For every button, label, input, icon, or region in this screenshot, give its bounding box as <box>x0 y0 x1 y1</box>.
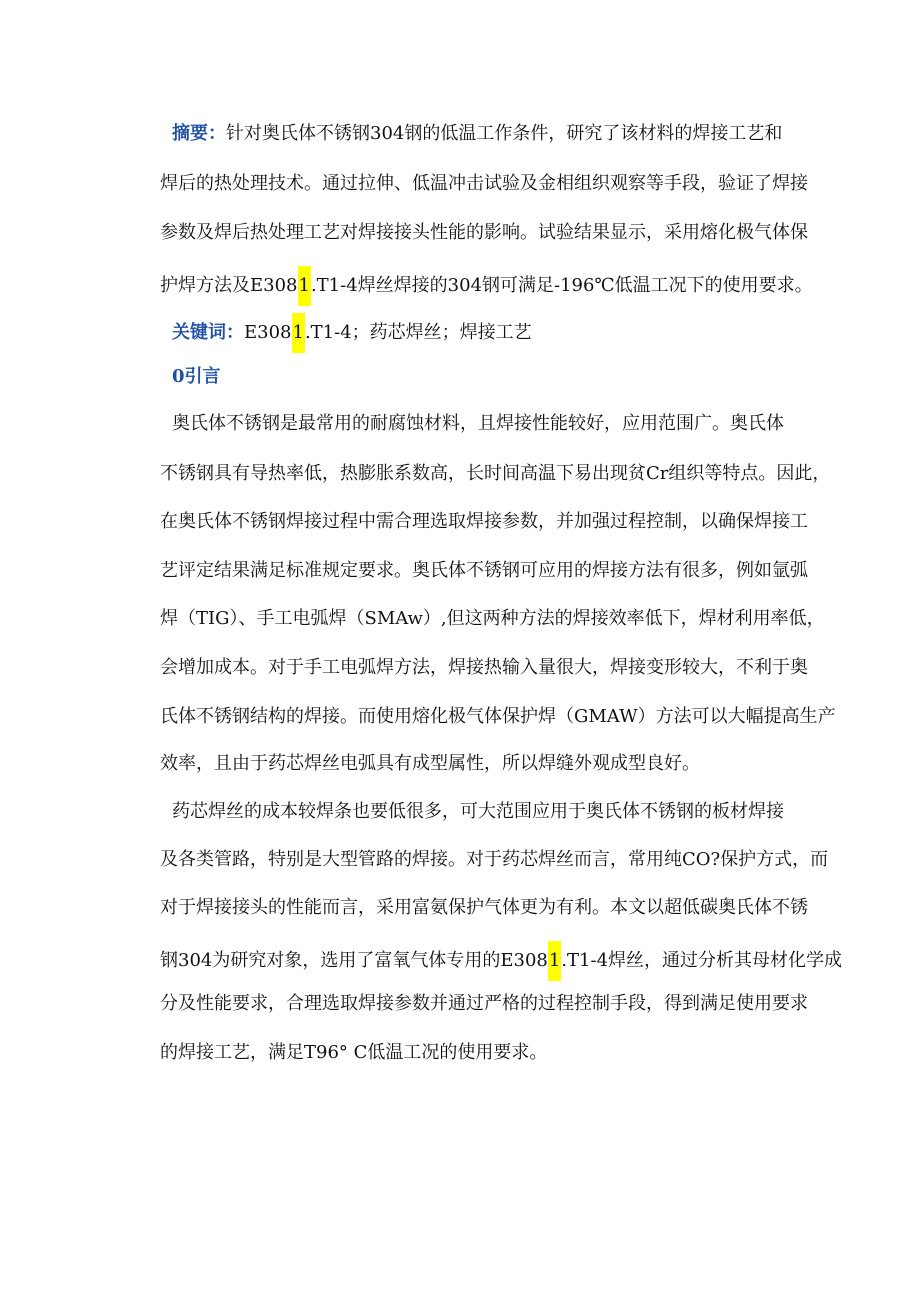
abstract-text-4-post: .T1-4焊丝焊接的304钢可满足-196℃低温工况下的使用要求。 <box>310 275 813 296</box>
abstract-text-1: 针对奥氏体不锈钢304钢的低温工作条件，研究了该材料的焊接工艺和 <box>226 123 783 144</box>
abstract-line-2: 焊后的热处理技术。通过拉伸、低温冲击试验及金相组织观察等手段，验证了焊接 <box>160 173 808 194</box>
para2-line-3: 对于焊接接头的性能而言，采用富氨保护气体更为有利。本文以超低碳奥氏体不锈 <box>160 897 808 918</box>
highlight-mark: 1 <box>292 313 305 353</box>
para1-line-1: 奥氏体不锈钢是最常用的耐腐蚀材料，且焊接性能较好，应用范围广。奥氏体 <box>172 413 784 434</box>
keywords-post: .T1-4；药芯焊丝；焊接工艺 <box>304 322 532 343</box>
para1-line-5: 焊（TIG）、手工电弧焊（SMAw）,但这两种方法的焊接效率低下，焊材利用率低， <box>160 608 825 629</box>
para2-line-2: 及各类管路，特别是大型管路的焊接。对于药芯焊丝而言，常用纯CO?保护方式，而 <box>160 849 829 870</box>
para2-line-6: 的焊接工艺，满足T96° C低温工况的使用要求。 <box>160 1042 548 1063</box>
para2-line-4 <box>160 941 842 971</box>
para2-text-4-post: .T1-4焊丝，通过分析其母材化学成 <box>561 950 843 971</box>
para1-line-3: 在奥氏体不锈钢焊接过程中需合理选取焊接参数，并加强过程控制，以确保焊接工 <box>160 511 808 532</box>
para1-line-8: 效率，且由于药芯焊丝电弧具有成型属性，所以焊缝外观成型良好。 <box>160 753 700 774</box>
para1-line-6: 会增加成本。对于手工电弧焊方法，焊接热输入量很大，焊接变形较大，不利于奥 <box>160 657 808 678</box>
keywords-label: 关键词： <box>172 322 244 343</box>
abstract-line-4 <box>160 266 813 296</box>
para2-text-4-pre: 钢304为研究对象，选用了富氧气体专用的E308 <box>160 950 548 971</box>
para1-line-7: 氏体不锈钢结构的焊接。而使用熔化极气体保护焊（GMAW）方法可以大幅提高生产 <box>160 706 836 727</box>
keywords-pre: E308 <box>244 322 292 343</box>
highlight-mark: 1 <box>298 266 311 306</box>
abstract-line-1 <box>172 119 782 149</box>
highlight-mark: 1 <box>548 941 561 981</box>
para2-line-1: 药芯焊丝的成本较焊条也要低很多，可大范围应用于奥氏体不锈钢的板材焊接 <box>172 801 784 822</box>
abstract-text-4-pre: 护焊方法及E308 <box>160 275 298 296</box>
para1-line-2: 不锈钢具有导热率低，热膨胀系数高，长时间高温下易出现贫Cr组织等特点。因此， <box>160 463 831 484</box>
para1-line-4: 艺评定结果满足标准规定要求。奥氏体不锈钢可应用的焊接方法有很多，例如氩弧 <box>160 560 808 581</box>
keywords-line <box>172 313 532 343</box>
para2-line-5: 分及性能要求，合理选取焊接参数并通过严格的过程控制手段，得到满足使用要求 <box>160 993 808 1014</box>
section-heading: 0引言 <box>172 366 221 387</box>
abstract-label: 摘要： <box>172 123 226 144</box>
abstract-line-3: 参数及焊后热处理工艺对焊接接头性能的影响。试验结果显示，采用熔化极气体保 <box>160 222 808 243</box>
